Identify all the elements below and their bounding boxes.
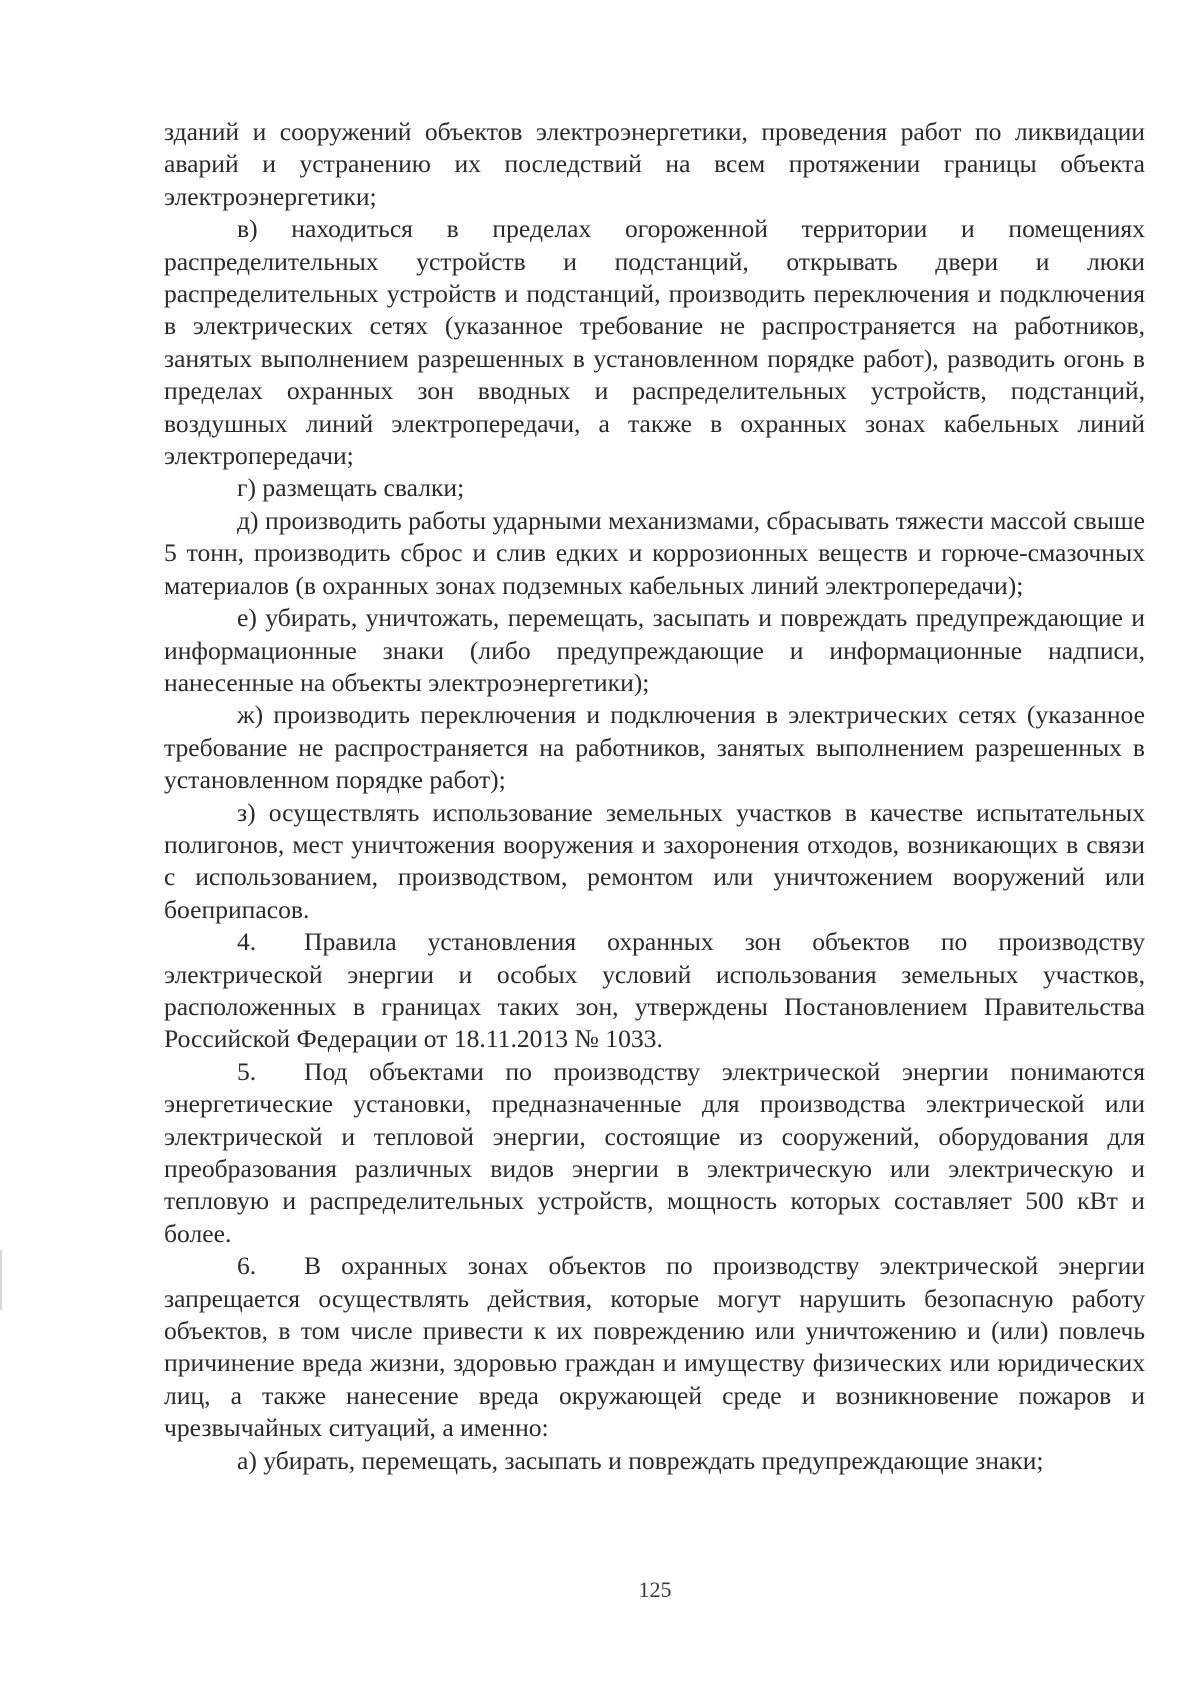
paragraph-text: Под объектами по производству электрической энергии понимаются энергетические установки, предназначенные для производства электрической или электрической и тепловой энергии, состоящие из сооружений, оборудования для преобразования различных видов энергии в электрическую или электрическую и тепловую и распределительных устройств, мощность которых составляет 500 кВт и более.: [164, 1056, 1145, 1248]
scan-artifact: [0, 1250, 2, 1310]
paragraph-text: В охранных зонах объектов по производству электрической энергии запрещается осуществлять действия, которые могут нарушить безопасную работу объектов, в том числе привести к их повреждению или уничтожению и (или) повлечь причинение вреда жизни, здоровью граждан и имуществу физических или юридических лиц, а также нанесение вреда окружающей среде и возникновение пожаров и чрезвычайных ситуаций, а именно:: [164, 1251, 1145, 1443]
paragraph-number: 6.: [237, 1251, 257, 1281]
list-item-z: з) осуществлять использование земельных участков в качестве испытательных полигонов, мест уничтожения вооружения и захоронения отходов, возникающих в связи с использованием, производством, ремонтом или уничтожением вооружений или боеприпасов.: [164, 797, 1145, 924]
list-item-zh: ж) производить переключения и подключения в электрических сетях (указанное требование не распространяется на работников, занятых выполнением разрешенных в установленном порядке работ);: [164, 700, 1145, 795]
numbered-paragraph-4: [164, 926, 1145, 1056]
paragraph-continuation: зданий и сооружений объектов электроэнергетики, проведения работ по ликвидации аварий и устранению их последствий на всем протяжении границы объекта электроэнергетики;: [164, 117, 1145, 211]
paragraph-number: 4.: [237, 927, 257, 957]
list-item-d: д) производить работы ударными механизмами, сбрасывать тяжести массой свыше 5 тонн, производить сброс и слив едких и коррозионных веществ и горюче-смазочных материалов (в охранных зонах подземных кабельных линий электропередачи);: [164, 505, 1145, 600]
document-body: [164, 116, 1145, 1477]
list-item-e: е) убирать, уничтожать, перемещать, засыпать и повреждать предупреждающие и информационные знаки (либо предупреждающие и информационные надписи, нанесенные на объекты электроэнергетики);: [164, 603, 1145, 697]
paragraph-text: Правила установления охранных зон объектов по производству электрической энергии и особых условий использования земельных участков, расположенных в границах таких зон, утверждены Постановлением Правительства Российской Федерации от 18.11.2013 № 1033.: [164, 927, 1145, 1054]
paragraph-number: 5.: [237, 1056, 257, 1086]
page-number: 125: [638, 1577, 672, 1602]
numbered-paragraph-5: [164, 1056, 1145, 1250]
list-item-a: а) убирать, перемещать, засыпать и повреждать предупреждающие знаки;: [237, 1445, 1044, 1475]
numbered-paragraph-6: [164, 1250, 1145, 1444]
list-item-g: г) размещать свалки;: [237, 473, 465, 503]
list-item-v: в) находиться в пределах огороженной территории и помещениях распределительных устройств и подстанций, открывать двери и люки распределительных устройств и подстанций, производить переключения и подключения в электрических сетях (указанное требование не распространяется на работников, занятых выполнением разрешенных в установленном порядке работ), разводить огонь в пределах охранных зон вводных и распределительных устройств, подстанций, воздушных линий электропередачи, а также в охранных зонах кабельных линий электропередачи;: [164, 214, 1145, 471]
